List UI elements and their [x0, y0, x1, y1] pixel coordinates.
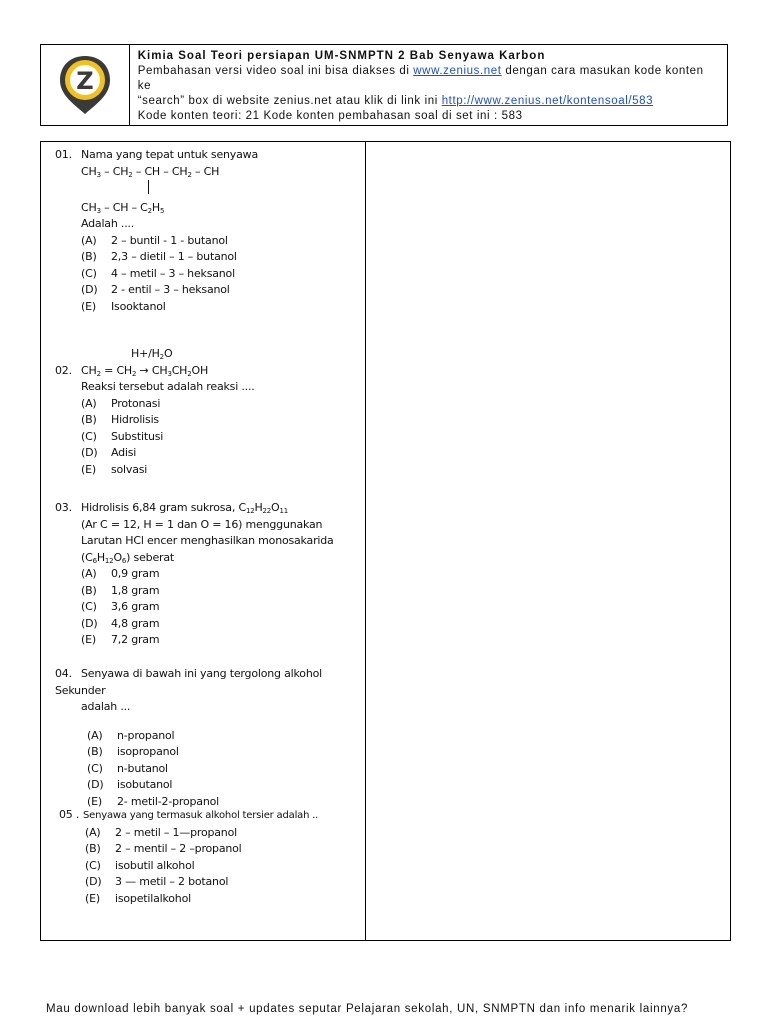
question-stem-line-1: Senyawa di bawah ini yang tergolong alkohol Sekunder	[55, 667, 322, 697]
header-line-access	[138, 64, 719, 94]
option-e: (E) solvasi	[81, 462, 148, 476]
option-b: (B) 2 – mentil – 2 –propanol	[85, 842, 242, 855]
question-prompt: Adalah ....	[81, 217, 135, 230]
header-text	[130, 45, 727, 125]
questions-column	[41, 142, 366, 940]
option-d: (D) 4,8 gram	[81, 616, 160, 630]
question-stem-line-2: (Ar C = 12, H = 1 dan O = 16) menggunakan	[81, 517, 323, 531]
option-b: (B) 2,3 – dietil – 1 – butanol	[81, 250, 237, 263]
document-title: Kimia Soal Teori persiapan UM-SNMPTN 2 Bab Senyawa Karbon	[137, 50, 546, 62]
option-e: (E) Isooktanol	[81, 299, 166, 313]
option-e: (E) 7,2 gram	[81, 633, 160, 646]
option-c: (C) 3,6 gram	[81, 600, 160, 613]
question-03	[55, 500, 334, 649]
question-stem-line-1: Hidrolisis 6,84 gram sukrosa, $C_{12}H_{22}O_{11}$	[81, 501, 289, 515]
option-c: (C) n-butanol	[87, 761, 168, 775]
zenius-link[interactable]: www.zenius.net	[413, 65, 502, 77]
answer-column	[366, 142, 730, 940]
option-d: (D) isobutanol	[87, 778, 173, 791]
reaction-equation: $CH_2 = CH_2 \to CH_3CH_2OH$	[81, 363, 209, 378]
question-table	[40, 141, 731, 941]
question-stem: Reaksi tersebut adalah reaksi ....	[81, 380, 255, 393]
kontensoal-link[interactable]: http://www.zenius.net/kontensoal/583	[441, 95, 654, 107]
formula-line-2: $CH_3$ – CH – $C_2H_5$	[81, 200, 165, 215]
option-c: (C) isobutil alkohol	[85, 858, 195, 872]
question-number: 01.	[55, 148, 72, 161]
document-header	[40, 44, 728, 126]
question-04	[55, 666, 365, 810]
option-d: (D) Adisi	[81, 446, 137, 459]
option-d: (D) 2 - entil – 3 – heksanol	[81, 283, 230, 296]
footer-promo: Mau download lebih banyak soal + updates seputar Pelajaran sekolah, UN, SNMPTN dan info menarik lainnya?	[46, 1003, 689, 1015]
option-b: (B) Hidrolisis	[81, 413, 159, 426]
question-02	[55, 346, 255, 478]
option-c: (C) Substitusi	[81, 429, 164, 443]
question-stem-line-4: $(C_6H_{12}O_6)$ seberat	[81, 550, 174, 565]
question-stem-line-2: adalah ...	[81, 700, 131, 713]
option-b: (B) isopropanol	[87, 745, 179, 758]
question-stem: Nama yang tepat untuk senyawa	[81, 148, 258, 161]
content-code-line: Kode konten teori: 21 Kode konten pembahasan soal di set ini : 583	[137, 110, 523, 122]
option-a: (A) 0,9 gram	[81, 567, 160, 580]
question-05	[59, 807, 318, 907]
formula-line-1: $CH_3 - CH_2$ – CH – $CH_2$ – CH	[81, 164, 220, 179]
question-number: 03.	[55, 501, 72, 514]
question-01	[55, 147, 258, 315]
option-a: (A) Protonasi	[81, 396, 161, 410]
logo-cell	[41, 45, 130, 125]
option-b: (B) 1,8 gram	[81, 583, 160, 597]
question-stem: Senyawa yang termasuk alkohol tersier adalah ..	[83, 810, 319, 821]
option-e: (E) isopetilalkohol	[85, 891, 191, 905]
header-line-search	[138, 94, 719, 109]
access-text-tail: dengan cara masukan kode konten ke	[137, 65, 704, 92]
question-number: 05 .	[59, 808, 80, 821]
logo-letter: Z	[76, 67, 94, 95]
question-number: 02.	[55, 363, 72, 377]
question-number: 04.	[55, 667, 72, 680]
option-e: (E) 2- metil-2-propanol	[87, 794, 219, 808]
option-a: (A) 2 – metil – 1—propanol	[85, 825, 237, 839]
search-text: “search” box di website zenius.net atau klik di link ini	[137, 95, 442, 107]
option-a: (A) n-propanol	[87, 728, 175, 742]
zenius-logo	[57, 54, 113, 116]
branch-bond	[55, 180, 258, 200]
option-d: (D) 3 — metil – 2 botanol	[85, 875, 229, 888]
reaction-catalyst: $H+/H_2O$	[131, 347, 173, 361]
option-a: (A) 2 – buntil - 1 - butanol	[81, 233, 228, 247]
question-stem-line-3: Larutan HCl encer menghasilkan monosakarida	[81, 534, 334, 547]
option-c: (C) 4 – metil – 3 – heksanol	[81, 266, 235, 280]
access-text: Pembahasan versi video soal ini bisa diakses di	[137, 65, 414, 77]
